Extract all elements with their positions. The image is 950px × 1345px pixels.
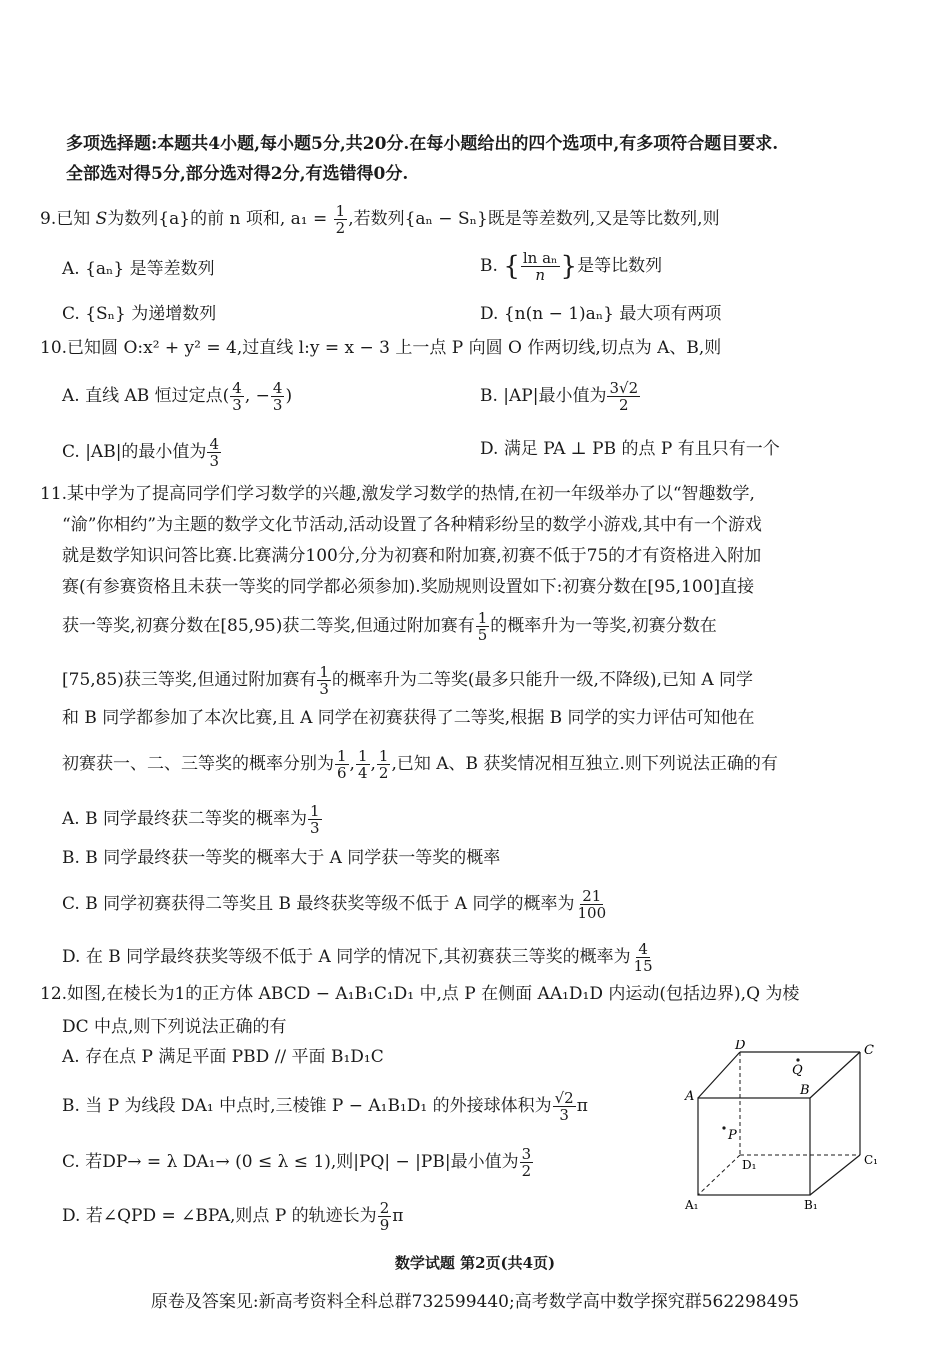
q12-option-c [62, 1146, 534, 1179]
q9-stem-d: }的前 n 项和, a₁ = [179, 209, 328, 229]
frac-den: 5 [477, 626, 488, 644]
source-note: 原卷及答案见:新高考资料全科总群732599440;高考数学高中数学探究群562298495 [150, 1292, 800, 1312]
frac-num: 3 [521, 1145, 532, 1163]
q9-b-post: 是等比数列 [577, 256, 663, 276]
q10-a-mid: , − [244, 386, 270, 406]
q11-option-a [62, 803, 323, 836]
frac-num: 1 [477, 609, 488, 627]
q9-stem [40, 203, 720, 236]
label-d1: D₁ [742, 1158, 757, 1172]
q12-d-post: π [392, 1206, 404, 1226]
frac-num: 4 [209, 435, 219, 453]
label-b: B [800, 1083, 810, 1098]
right-brace: } [560, 251, 578, 282]
q12-line2: DC 中点,则下列说法正确的有 [62, 1017, 287, 1037]
q10-option-b [480, 380, 641, 413]
q11-option-c [62, 888, 609, 921]
q11-l8-post: ,已知 A、B 获奖情况相互独立.则下列说法正确的有 [391, 754, 778, 774]
q12-b-pre: B. 当 P 为线段 DA₁ 中点时,三棱锥 P − A₁B₁D₁ 的外接球体积为 [62, 1096, 552, 1116]
frac-den: 2 [521, 1162, 532, 1180]
q11-l8-frac2 [356, 748, 370, 781]
frac-num: 1 [335, 202, 346, 220]
q10-a-pre: A. 直线 AB 恒过定点( [62, 386, 230, 406]
section-header-line1: 多项选择题:本题共4小题,每小题5分,共20分.在每小题给出的四个选项中,有多项符合题目要求. [66, 134, 779, 154]
frac-den: 2 [619, 396, 629, 414]
q11-l6-post: 的概率升为二等奖(最多只能升一级,不降级),已知 A 同学 [331, 670, 754, 690]
q11-d-frac [632, 941, 655, 974]
q11-a-frac [308, 803, 322, 836]
q11-l8-pre: 初赛获一、二、三等奖的概率分别为 [62, 754, 334, 774]
q9-option-b [480, 250, 662, 283]
q11-line4: 赛(有参赛资格且未获一等奖的同学都必须参加).奖励规则设置如下:初赛分数在[95,100]直接 [62, 577, 755, 597]
frac-den: 3 [272, 396, 283, 414]
page-footer: 数学试题 第2页(共4页) [394, 1254, 556, 1272]
q12-d-pre: D. 若∠QPD = ∠BPA,则点 P 的轨迹长为 [62, 1206, 377, 1226]
label-d: D [735, 1040, 746, 1053]
frac-num: 1 [319, 663, 329, 681]
q11-line8: 初赛获一、二、三等奖的概率分别为 $\frac{1}{6}$ , $\frac{1}{4}$ , $\frac{1}{2}$ ,已知 A、B 获奖情况相互独立.则下列说法正确的有 [62, 747, 778, 782]
q11-option-d [62, 941, 656, 974]
cube-diagram [680, 1040, 900, 1215]
frac-den: 2 [378, 764, 389, 782]
frac-num: 1 [378, 747, 389, 765]
q10-b-frac [607, 380, 640, 413]
q11-d-pre: D. 在 B 同学最终获奖等级不低于 A 同学的情况下,其初赛获三等奖的概率为 [62, 947, 631, 967]
q11-a-pre: A. B 同学最终获二等奖的概率为 [62, 809, 307, 829]
frac-num: ln aₙ [522, 249, 558, 267]
q9-option-d: D. {n(n − 1)aₙ} 最大项有两项 [480, 304, 722, 324]
label-a: A [685, 1089, 695, 1104]
frac-den: 9 [379, 1216, 390, 1234]
frac-num: 4 [638, 940, 648, 958]
frac-den: 3 [559, 1106, 569, 1124]
q9-option-a: A. {aₙ} 是等差数列 [62, 259, 215, 279]
q11-c-frac [576, 888, 609, 921]
q11-line3: 就是数学知识问答比赛.比赛满分100分,分为初赛和附加赛,初赛不低于75的才有资格进入附加 [62, 546, 762, 566]
q9-stem-a: 9.已知 [40, 209, 91, 229]
frac-num: 4 [232, 379, 242, 397]
q10-option-a [62, 380, 292, 413]
front-face [698, 1098, 810, 1195]
q9-option-c: C. {Sₙ} 为递增数列 [62, 304, 217, 324]
frac-num: 4 [272, 379, 283, 397]
q11-l5-frac [476, 610, 490, 643]
q12-c-frac [520, 1146, 534, 1179]
q12-d-frac [378, 1200, 392, 1233]
q11-line1: 11.某中学为了提高同学们学习数学的兴趣,激发学习数学的热情,在初一年级举办了以“智趣数学, [40, 484, 755, 504]
q9-stem-c: 为数列{a [107, 209, 180, 229]
q9-stem-frac [334, 203, 348, 236]
frac-den: 4 [357, 764, 368, 782]
q11-c-pre: C. B 同学初赛获得二等奖且 B 最终获奖等级不低于 A 同学的概率为 [62, 894, 575, 914]
frac-den: 3 [319, 680, 329, 698]
q10-option-c [62, 436, 222, 469]
left-brace: { [503, 251, 520, 282]
frac-num: 1 [357, 747, 368, 765]
label-c1: C₁ [864, 1153, 878, 1167]
frac-den: 6 [337, 764, 347, 782]
q11-l8-frac3 [377, 748, 391, 781]
q10-a-post: ) [285, 386, 293, 406]
q11-line7: 和 B 同学都参加了本次比赛,且 A 同学在初赛获得了二等奖,根据 B 同学的实力评估可知他在 [62, 708, 755, 728]
label-q: Q [792, 1063, 803, 1078]
frac-num: 1 [337, 747, 347, 765]
q12-option-a: A. 存在点 P 满足平面 PBD // 平面 B₁D₁C [62, 1047, 384, 1067]
q11-option-b: B. B 同学最终获一等奖的概率大于 A 同学获一等奖的概率 [62, 848, 501, 868]
q9-stem-e: ,若数列{aₙ − Sₙ}既是等差数列,又是等比数列,则 [348, 209, 720, 229]
frac-den: 3 [232, 396, 242, 414]
q11-l8-frac1 [335, 748, 349, 781]
q11-line5 [62, 610, 717, 643]
edge-d1a1-hidden [698, 1155, 740, 1195]
q11-l5-post: 的概率升为一等奖,初赛分数在 [490, 616, 717, 636]
q11-line2: “渝”你相约”为主题的数学文化节活动,活动设置了各种精彩纷呈的数学小游戏,其中有一个游戏 [62, 515, 762, 535]
q11-l6-frac [317, 664, 331, 697]
label-b1: B₁ [804, 1198, 818, 1212]
q10-stem: 10.已知圆 O:x² + y² = 4,过直线 l:y = x − 3 上一点 P 向圆 O 作两切线,切点为 A、B,则 [40, 338, 722, 358]
q11-l5-pre: 获一等奖,初赛分数在[85,95)获二等奖,但通过附加赛有 [62, 616, 475, 636]
frac-num: √2 [554, 1089, 574, 1107]
q9-b-pre: B. [480, 256, 498, 276]
q12-option-d [62, 1200, 403, 1233]
frac-den: n [535, 266, 546, 284]
point-p [722, 1126, 725, 1129]
q10-option-d: D. 满足 PA ⊥ PB 的点 P 有且只有一个 [480, 439, 780, 459]
q9-b-frac [521, 250, 560, 283]
q9-stem-b: S [95, 209, 108, 229]
frac-num: 21 [582, 887, 602, 905]
frac-den: 3 [209, 452, 219, 470]
frac-den: 15 [633, 957, 653, 975]
edge-da [698, 1052, 740, 1098]
q10-c-frac [207, 436, 221, 469]
q12-line1: 12.如图,在棱长为1的正方体 ABCD − A₁B₁C₁D₁ 中,点 P 在侧面 AA₁D₁D 内运动(包括边界),Q 为棱 [40, 984, 800, 1004]
q10-c-pre: C. |AB|的最小值为 [62, 442, 207, 462]
frac-den: 2 [335, 219, 346, 237]
q11-line6 [62, 664, 753, 697]
q12-option-b [62, 1090, 588, 1123]
section-header-line2: 全部选对得5分,部分选对得2分,有选错得0分. [66, 164, 409, 184]
frac-num: 1 [309, 802, 320, 820]
edge-cb [810, 1052, 860, 1098]
frac-num: 2 [379, 1199, 390, 1217]
edge-c1b1 [810, 1155, 860, 1195]
frac-num: 3√2 [609, 379, 639, 397]
q10-a-frac1 [230, 380, 244, 413]
q10-b-pre: B. |AP|最小值为 [480, 386, 607, 406]
frac-den: 100 [577, 904, 607, 922]
label-p: P [728, 1128, 737, 1143]
point-q [796, 1058, 799, 1061]
q10-a-frac2 [271, 380, 285, 413]
q11-l6-pre: [75,85)获三等奖,但通过附加赛有 [62, 670, 317, 690]
q12-c-pre: C. 若DP→ = λ DA₁→ (0 ≤ λ ≤ 1),则|PQ| − |PB|最小值为 [62, 1152, 519, 1172]
label-c: C [864, 1043, 874, 1058]
q12-b-frac [553, 1090, 576, 1123]
q12-b-post: π [576, 1096, 588, 1116]
frac-den: 3 [309, 819, 320, 837]
label-a1: A₁ [685, 1198, 699, 1212]
